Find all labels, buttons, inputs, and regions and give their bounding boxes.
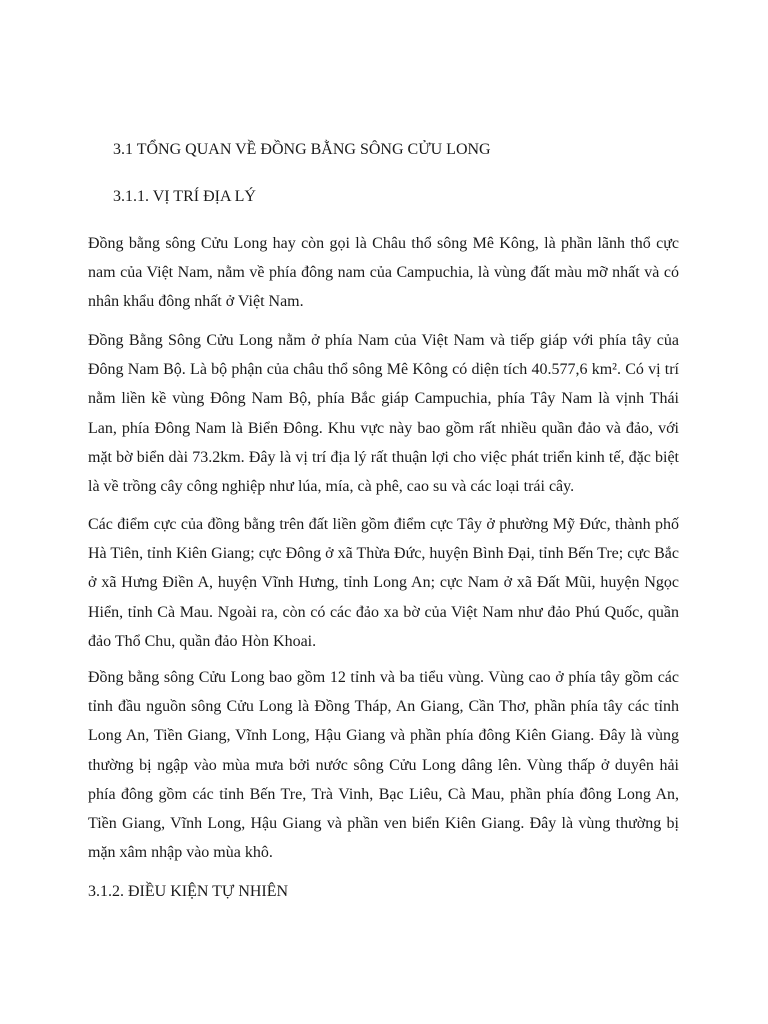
paragraph-extreme-points: Các điểm cực của đồng bằng trên đất liền gồm điểm cực Tây ở phường Mỹ Đức, thành phố Hà Tiên, tỉnh Kiên Giang; cực Đông ở xã Thừa Đức, huyện Bình Đại, tỉnh Bến Tre; cực Bắc ở xã Hưng Điền A, huyện Vĩnh Hưng, tỉnh Long An; cực Nam ở xã Đất Mũi, huyện Ngọc Hiển, tỉnh Cà Mau. Ngoài ra, còn có các đảo xa bờ của Việt Nam như đảo Phú Quốc, quần đảo Thổ Chu, quần đảo Hòn Khoai.: [88, 516, 679, 650]
paragraph-overview: Đồng bằng sông Cửu Long hay còn gọi là Châu thổ sông Mê Kông, là phần lãnh thổ cực nam của Việt Nam, nằm về phía đông nam của Campuchia, là vùng đất màu mỡ nhất và có nhân khẩu đông nhất ở Việt Nam.: [88, 235, 679, 311]
subsection-heading-location: 3.1.1. VỊ TRÍ ĐỊA LÝ: [113, 188, 256, 205]
subsection-heading-natural-conditions: 3.1.2. ĐIỀU KIỆN TỰ NHIÊN: [88, 883, 289, 900]
section-heading: 3.1 TỔNG QUAN VỀ ĐỒNG BẰNG SÔNG CỬU LONG: [113, 141, 491, 158]
paragraph-subregions: Đồng bằng sông Cửu Long bao gồm 12 tỉnh và ba tiểu vùng. Vùng cao ở phía tây gồm các tỉnh đầu nguồn sông Cửu Long là Đồng Tháp, An Giang, Cần Thơ, phần phía tây các tỉnh Long An, Tiền Giang, Vĩnh Long, Hậu Giang và phần phía đông Kiên Giang. Đây là vùng thường bị ngập vào mùa mưa bởi nước sông Cửu Long dâng lên. Vùng thấp ở duyên hải phía đông gồm các tỉnh Bến Tre, Trà Vinh, Bạc Liêu, Cà Mau, phần phía đông Long An, Tiền Giang, Vĩnh Long, Hậu Giang và phần ven biển Kiên Giang. Đây là vùng thường bị mặn xâm nhập vào mùa khô.: [88, 669, 679, 862]
paragraph-location: Đồng Bằng Sông Cửu Long nằm ở phía Nam của Việt Nam và tiếp giáp với phía tây của Đông Nam Bộ. Là bộ phận của châu thổ sông Mê Kông có diện tích 40.577,6 km². Có vị trí nằm liền kề vùng Đông Nam Bộ, phía Bắc giáp Campuchia, phía Tây Nam là vịnh Thái Lan, phía Đông Nam là Biển Đông. Khu vực này bao gồm rất nhiều quần đảo và đảo, với mặt bờ biển dài 73.2km. Đây là vị trí địa lý rất thuận lợi cho việc phát triển kinh tế, đặc biệt là về trồng cây công nghiệp như lúa, mía, cà phê, cao su và các loại trái cây.: [88, 332, 679, 496]
